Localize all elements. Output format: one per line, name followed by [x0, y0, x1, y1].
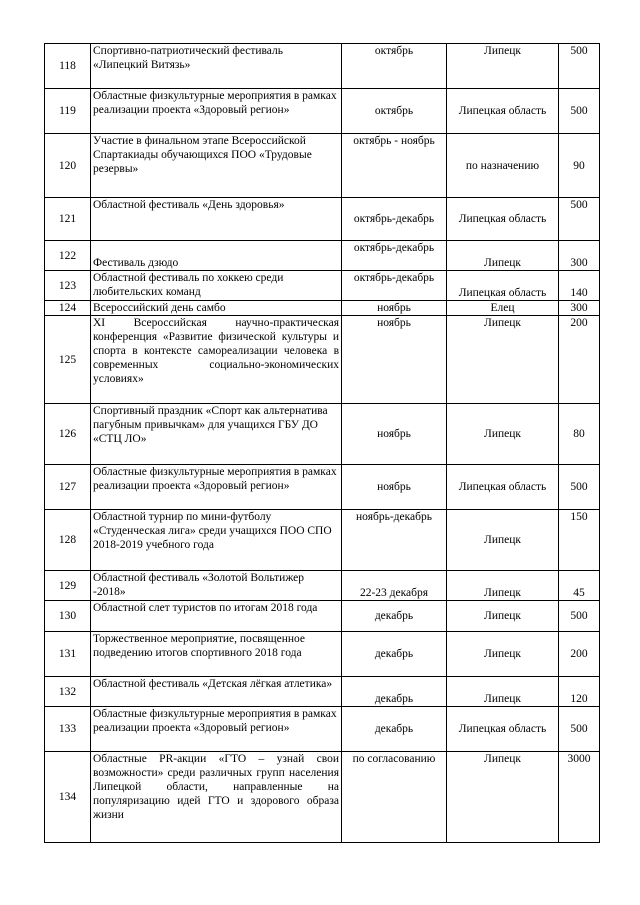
table-row: [45, 510, 600, 571]
row-number: 118: [45, 44, 91, 89]
event-name: Торжественное мероприятие, посвященное подведению итогов спортивного 2018 года: [91, 632, 342, 677]
event-date: октябрь: [342, 89, 447, 134]
event-name: Областной фестиваль «Золотой Вольтижер -2018»: [91, 571, 342, 601]
event-date: ноябрь: [342, 301, 447, 316]
table-row: [45, 241, 600, 271]
table-row: [45, 301, 600, 316]
participant-count: 200: [559, 632, 600, 677]
participant-count: 300: [559, 241, 600, 271]
event-name: Всероссийский день самбо: [91, 301, 342, 316]
event-date: ноябрь-декабрь: [342, 510, 447, 571]
table-row: [45, 89, 600, 134]
row-number: 125: [45, 316, 91, 404]
event-place: Липецк: [447, 752, 559, 843]
event-name: Фестиваль дзюдо: [91, 241, 342, 271]
event-date: ноябрь: [342, 465, 447, 510]
participant-count: 500: [559, 198, 600, 241]
participant-count: 500: [559, 707, 600, 752]
event-name: Спортивно-патриотический фестиваль «Липецкий Витязь»: [91, 44, 342, 89]
row-number: 133: [45, 707, 91, 752]
row-number: 119: [45, 89, 91, 134]
event-name: Областные физкультурные мероприятия в рамках реализации проекта «Здоровый регион»: [91, 89, 342, 134]
row-number: 126: [45, 404, 91, 465]
table-row: [45, 752, 600, 843]
participant-count: 500: [559, 44, 600, 89]
event-place: Липецк: [447, 601, 559, 632]
participant-count: 200: [559, 316, 600, 404]
event-name: Областной фестиваль «День здоровья»: [91, 198, 342, 241]
event-place: по назначению: [447, 134, 559, 198]
table-row: [45, 707, 600, 752]
event-date: ноябрь: [342, 404, 447, 465]
table-row: [45, 677, 600, 707]
event-name: XI Всероссийская научно-практическая конференция «Развитие физической культуры и спорта в контексте самореализации человека в современных социально-экономических условиях»: [91, 316, 342, 404]
event-name: Областные физкультурные мероприятия в рамках реализации проекта «Здоровый регион»: [91, 465, 342, 510]
event-date: декабрь: [342, 601, 447, 632]
event-place: Елец: [447, 301, 559, 316]
event-name: Областной фестиваль «Детская лёгкая атлетика»: [91, 677, 342, 707]
event-name: Областные физкультурные мероприятия в рамках реализации проекта «Здоровый регион»: [91, 707, 342, 752]
participant-count: 140: [559, 271, 600, 301]
row-number: 131: [45, 632, 91, 677]
participant-count: 120: [559, 677, 600, 707]
event-date: декабрь: [342, 707, 447, 752]
event-date: октябрь: [342, 44, 447, 89]
row-number: 123: [45, 271, 91, 301]
participant-count: 80: [559, 404, 600, 465]
event-place: Липецк: [447, 241, 559, 271]
event-name: Областной фестиваль по хоккею среди любительских команд: [91, 271, 342, 301]
table-row: [45, 465, 600, 510]
event-name: Областной турнир по мини-футболу «Студенческая лига» среди учащихся ПОО СПО 2018-2019 учебного года: [91, 510, 342, 571]
row-number: 122: [45, 241, 91, 271]
event-name: Участие в финальном этапе Всероссийской Спартакиады обучающихся ПОО «Трудовые резервы»: [91, 134, 342, 198]
event-date: октябрь-декабрь: [342, 271, 447, 301]
event-date: 22-23 декабря: [342, 571, 447, 601]
event-place: Липецк: [447, 677, 559, 707]
row-number: 127: [45, 465, 91, 510]
event-date: декабрь: [342, 677, 447, 707]
table-row: [45, 198, 600, 241]
row-number: 134: [45, 752, 91, 843]
event-date: октябрь - ноябрь: [342, 134, 447, 198]
participant-count: 150: [559, 510, 600, 571]
participant-count: 500: [559, 465, 600, 510]
row-number: 120: [45, 134, 91, 198]
event-place: Липецкая область: [447, 707, 559, 752]
row-number: 128: [45, 510, 91, 571]
event-date: ноябрь: [342, 316, 447, 404]
event-place: Липецк: [447, 404, 559, 465]
participant-count: 500: [559, 601, 600, 632]
event-place: Липецкая область: [447, 198, 559, 241]
event-date: октябрь-декабрь: [342, 241, 447, 271]
events-table: [44, 43, 600, 843]
event-date: по согласованию: [342, 752, 447, 843]
event-name: Областные PR-акции «ГТО – узнай свои возможности» среди различных групп населения Липецкой области, направленные на популяризацию идей ГТО и здорового образа жизни: [91, 752, 342, 843]
event-place: Липецк: [447, 44, 559, 89]
event-place: Липецкая область: [447, 271, 559, 301]
event-date: октябрь-декабрь: [342, 198, 447, 241]
table-row: [45, 632, 600, 677]
table-row: [45, 601, 600, 632]
row-number: 132: [45, 677, 91, 707]
participant-count: 90: [559, 134, 600, 198]
event-date: декабрь: [342, 632, 447, 677]
event-place: Липецкая область: [447, 465, 559, 510]
row-number: 129: [45, 571, 91, 601]
row-number: 124: [45, 301, 91, 316]
table-row: [45, 404, 600, 465]
table-row: [45, 316, 600, 404]
event-place: Липецк: [447, 632, 559, 677]
event-place: Липецкая область: [447, 89, 559, 134]
row-number: 130: [45, 601, 91, 632]
event-place: Липецк: [447, 316, 559, 404]
event-name: Областной слет туристов по итогам 2018 года: [91, 601, 342, 632]
participant-count: 500: [559, 89, 600, 134]
event-place: Липецк: [447, 571, 559, 601]
participant-count: 45: [559, 571, 600, 601]
table-row: [45, 271, 600, 301]
table-row: [45, 44, 600, 89]
participant-count: 300: [559, 301, 600, 316]
table-row: [45, 134, 600, 198]
event-place: Липецк: [447, 510, 559, 571]
row-number: 121: [45, 198, 91, 241]
event-name: Спортивный праздник «Спорт как альтернатива пагубным привычкам» для учащихся ГБУ ДО «СТЦ ЛО»: [91, 404, 342, 465]
table-row: [45, 571, 600, 601]
participant-count: 3000: [559, 752, 600, 843]
